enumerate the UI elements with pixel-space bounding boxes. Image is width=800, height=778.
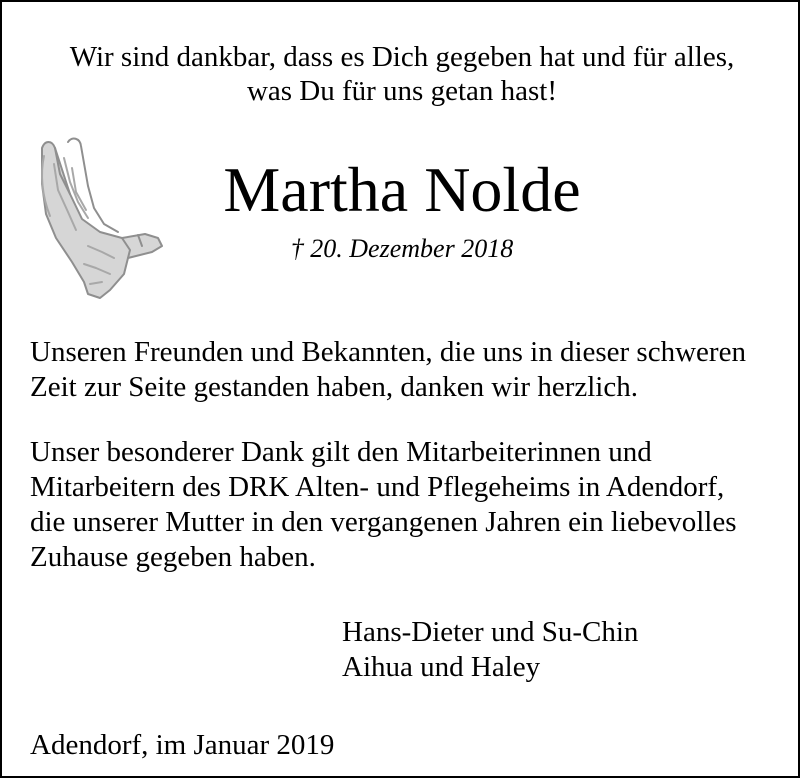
signer-line-2: Aihua und Haley bbox=[342, 651, 541, 683]
special-thanks-line-2: Mitarbeitern des DRK Alten- und Pflegeheims in Adendorf, bbox=[30, 471, 725, 503]
thanks-paragraph bbox=[30, 335, 790, 405]
signatories bbox=[342, 615, 782, 685]
special-thanks-line-1: Unser besonderer Dank gilt den Mitarbeiterinnen und bbox=[30, 436, 652, 468]
intro-line-1: Wir sind dankbar, dass es Dich gegeben hat und für alles, bbox=[69, 41, 735, 73]
intro-verse bbox=[2, 40, 800, 108]
signer-line-1: Hans-Dieter und Su-Chin bbox=[342, 616, 639, 648]
death-date: † 20. Dezember 2018 bbox=[290, 234, 514, 263]
thanks-line-2: Zeit zur Seite gestanden haben, danken wir herzlich. bbox=[30, 371, 638, 403]
special-thanks-paragraph bbox=[30, 435, 790, 575]
deceased-name: Martha Nolde bbox=[223, 154, 581, 225]
special-thanks-line-3: die unserer Mutter in den vergangenen Jahren ein liebevolles bbox=[30, 506, 737, 538]
place-and-date: Adendorf, im Januar 2019 bbox=[30, 729, 335, 761]
special-thanks-line-4: Zuhause gegeben haben. bbox=[30, 541, 316, 573]
thanks-line-1: Unseren Freunden und Bekannten, die uns in dieser schweren bbox=[30, 336, 746, 368]
intro-line-2: was Du für uns getan hast! bbox=[246, 75, 558, 107]
